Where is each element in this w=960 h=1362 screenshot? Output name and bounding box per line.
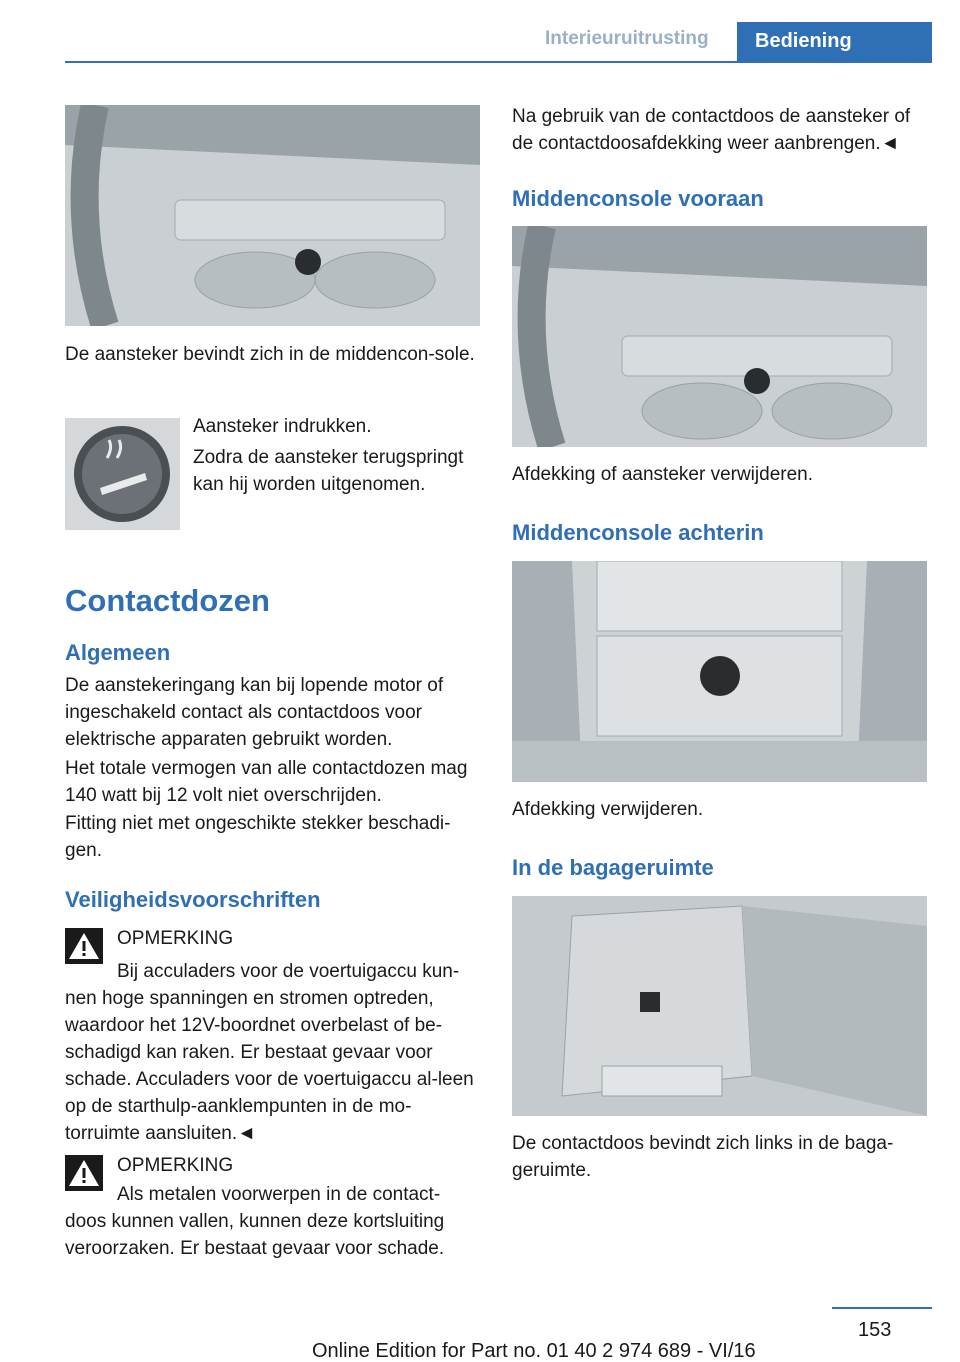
warning-2-heading: OPMERKING xyxy=(117,1155,234,1176)
rear-console-heading: Middenconsole achterin xyxy=(512,520,764,545)
warning-2-body: Als metalen voorwerpen in de contact-doos kunnen vallen, kunnen deze kortsluiting veroorzaken. Er bestaat gevaar voor schade. xyxy=(65,1184,445,1259)
warning-1-heading: OPMERKING xyxy=(117,928,234,949)
reinsert-instruction: Na gebruik van de contactdoos de aansteker of de contactdoosafdekking weer aanbrengen.◄ xyxy=(512,106,911,154)
header-rule xyxy=(65,61,932,63)
algemeen-heading: Algemeen xyxy=(65,640,171,665)
header-tab: Bediening xyxy=(737,22,932,62)
page-number: 153 xyxy=(858,1319,892,1341)
lighter-location-caption: De aansteker bevindt zich in de middencon-sole. xyxy=(65,344,475,365)
trunk-caption: De contactdoos bevindt zich links in de baga-geruimte. xyxy=(512,1133,894,1181)
lighter-button-image xyxy=(65,418,180,530)
rear-console-caption: Afdekking verwijderen. xyxy=(512,799,704,820)
press-instruction: Aansteker indrukken. xyxy=(193,416,372,437)
algemeen-paragraph-2: Het totale vermogen van alle contactdozen mag 140 watt bij 12 volt niet overschrijden. xyxy=(65,758,468,806)
veiligheid-heading: Veiligheidsvoorschriften xyxy=(65,887,321,912)
section-title: Contactdozen xyxy=(65,583,270,618)
trunk-heading: In de bagageruimte xyxy=(512,855,714,880)
front-console-image xyxy=(512,226,927,447)
release-instruction: Zodra de aansteker terugspringt kan hij worden uitgenomen. xyxy=(193,447,464,495)
trunk-image xyxy=(512,896,927,1116)
warning-1-body: Bij acculaders voor de voertuigaccu kun-nen hoge spanningen en stromen optreden, waardoor het 12V-boordnet overbelast of be-schadigd kan raken. Er bestaat gevaar voor schade. Acculaders voor de voertuigaccu al-leen op de starthulp-aanklempunten in de mo-torruimte aansluiten.◄ xyxy=(65,961,474,1144)
header-section: Interieuruitrusting xyxy=(545,28,709,49)
algemeen-paragraph-1: De aanstekeringang kan bij lopende motor of ingeschakeld contact als contactdoos voor elektrische apparaten gebruikt worden. xyxy=(65,675,444,750)
rear-console-image xyxy=(512,561,927,782)
front-console-heading: Middenconsole vooraan xyxy=(512,186,764,211)
console-lighter-image xyxy=(65,105,480,326)
footer-rule xyxy=(832,1307,932,1309)
edition-note: Online Edition for Part no. 01 40 2 974 689 - VI/16 xyxy=(312,1340,756,1362)
algemeen-paragraph-3: Fitting niet met ongeschikte stekker beschadi-gen. xyxy=(65,813,451,861)
front-console-caption: Afdekking of aansteker verwijderen. xyxy=(512,464,813,485)
